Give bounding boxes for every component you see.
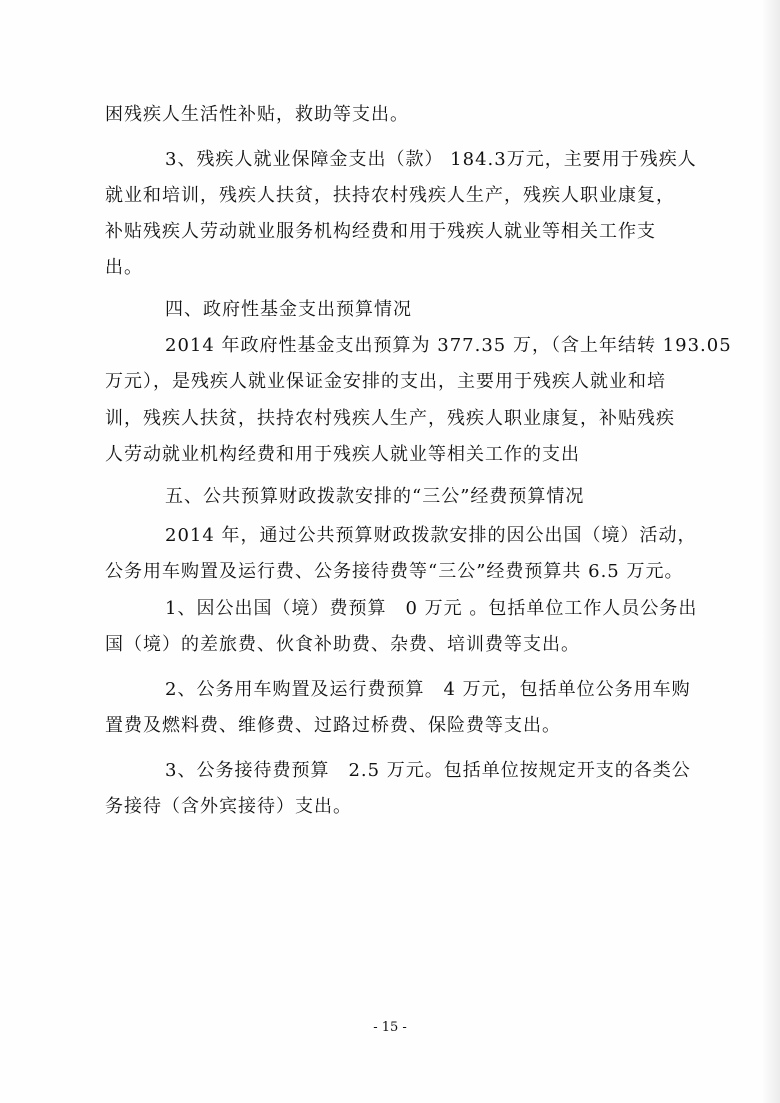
text-line-5: 出。 (105, 257, 143, 278)
text-line-16: 2、公务用车购置及运行费预算 4 万元，包括单位公务用车购 (165, 679, 691, 700)
text-line-12: 2014 年，通过公共预算财政拨款安排的因公出国（境）活动， (165, 525, 697, 546)
section-heading-4: 四、政府性基金支出预算情况 (165, 299, 412, 320)
text-line-1: 困残疾人生活性补贴，救助等支出。 (105, 104, 409, 125)
text-line-4: 补贴残疾人劳动就业服务机构经费和用于残疾人就业等相关工作支 (105, 221, 656, 242)
text-line-17: 置费及燃料费、维修费、过路过桥费、保险费等支出。 (105, 715, 561, 736)
text-line-19: 务接待（含外宾接待）支出。 (105, 796, 352, 817)
text-line-8: 万元），是残疾人就业保证金安排的支出，主要用于残疾人就业和培 (105, 371, 666, 392)
text-line-10: 人劳动就业机构经费和用于残疾人就业等相关工作的支出 (105, 444, 580, 465)
text-line-2: 3、残疾人就业保障金支出（款） 184.3万元，主要用于残疾人 (165, 149, 697, 170)
text-line-9: 训，残疾人扶贫，扶持农村残疾人生产，残疾人职业康复，补贴残疾 (105, 408, 675, 429)
text-line-13: 公务用车购置及运行费、公务接待费等“三公”经费预算共 6.5 万元。 (105, 561, 684, 582)
text-line-14: 1、因公出国（境）费预算 0 万元 。包括单位工作人员公务出 (165, 598, 698, 619)
section-heading-5: 五、公共预算财政拨款安排的“三公”经费预算情况 (165, 486, 585, 507)
text-line-18: 3、公务接待费预算 2.5 万元。包括单位按规定开支的各类公 (165, 760, 691, 781)
page-number: - 15 - (373, 1020, 407, 1035)
scan-edge-shadow (762, 0, 780, 1103)
text-line-7: 2014 年政府性基金支出预算为 377.35 万，（含上年结转 193.05 (165, 335, 732, 356)
text-line-15: 国（境）的差旅费、伙食补助费、杂费、培训费等支出。 (105, 634, 580, 655)
text-line-3: 就业和培训，残疾人扶贫，扶持农村残疾人生产，残疾人职业康复， (105, 185, 675, 206)
